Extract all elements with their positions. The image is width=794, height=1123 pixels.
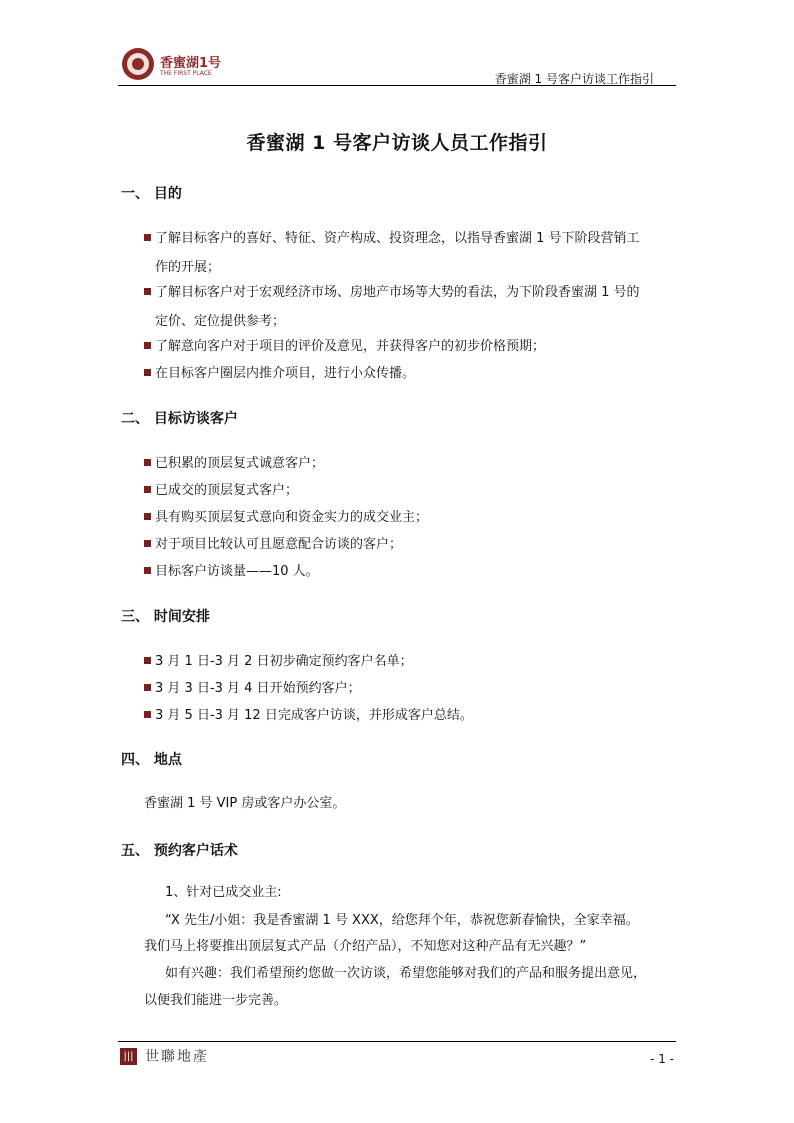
- section-heading-schedule: 三、 时间安排: [121, 609, 210, 625]
- section-heading-script: 五、 预约客户话术: [121, 843, 238, 859]
- list-item: 了解目标客户的喜好、特征、资产构成、投资理念，以指导香蜜湖 1 号下阶段营销工: [144, 229, 684, 249]
- section-heading-target-clients: 二、 目标访谈客户: [121, 411, 238, 427]
- section-heading-location: 四、 地点: [121, 752, 182, 768]
- paragraph: 以便我们能进一步完善。: [144, 993, 288, 1008]
- list-item: 了解意向客户对于项目的评价及意见，并获得客户的初步价格预期；: [144, 337, 684, 357]
- list-item: 3 月 3 日-3 月 4 日开始预约客户；: [144, 679, 684, 699]
- bullet-square-icon: [144, 711, 151, 718]
- company-name: 世聯地產: [145, 1049, 209, 1065]
- bullet-square-icon: [144, 540, 151, 547]
- list-item: 在目标客户圈层内推介项目，进行小众传播。: [144, 364, 684, 384]
- page-number: - 1 -: [650, 1052, 674, 1066]
- bullet-square-icon: [144, 486, 151, 493]
- list-item: 已积累的顶层复式诚意客户；: [144, 454, 684, 474]
- footer-divider: [118, 1041, 676, 1042]
- list-item: 对于项目比较认可且愿意配合访谈的客户；: [144, 535, 684, 555]
- bullet-square-icon: [144, 567, 151, 574]
- logo: [120, 46, 230, 82]
- section-heading-purpose: 一、 目的: [121, 186, 182, 202]
- logo-text: 香蜜湖1号: [160, 56, 222, 71]
- bullet-square-icon: [144, 234, 151, 241]
- list-item: 具有购买顶层复式意向和资金实力的成交业主；: [144, 508, 684, 528]
- list-item: 目标客户访谈量——10 人。: [144, 562, 684, 582]
- location-text: 香蜜湖 1 号 VIP 房或客户办公室。: [144, 796, 346, 811]
- company-logo-icon: |||: [120, 1048, 137, 1065]
- bullet-square-icon: [144, 657, 151, 664]
- list-item: 3 月 5 日-3 月 12 日完成客户访谈，并形成客户总结。: [144, 706, 684, 726]
- list-item: 了解目标客户对于宏观经济市场、房地产市场等大势的看法，为下阶段香蜜湖 1 号的: [144, 283, 684, 303]
- list-item-continuation: 作的开展；: [155, 260, 221, 275]
- bullet-square-icon: [144, 288, 151, 295]
- footer-logo: [120, 1046, 209, 1066]
- list-item-continuation: 定价、定位提供参考；: [155, 314, 286, 329]
- subheading: 1、针对已成交业主:: [165, 885, 282, 900]
- bullet-square-icon: [144, 459, 151, 466]
- bullet-square-icon: [144, 342, 151, 349]
- paragraph: “X 先生/小姐：我是香蜜湖 1 号 XXX，给您拜个年，恭祝您新春愉快，全家幸福。: [165, 913, 639, 928]
- bullet-square-icon: [144, 684, 151, 691]
- paragraph: 我们马上将要推出顶层复式产品（介绍产品），不知您对这种产品有无兴趣？”: [144, 939, 587, 954]
- header-title: 香蜜湖 1 号客户访谈工作指引: [494, 72, 654, 86]
- paragraph: 如有兴趣：我们希望预约您做一次访谈，希望您能够对我们的产品和服务提出意见，: [165, 966, 647, 981]
- bullet-square-icon: [144, 513, 151, 520]
- document-title: 香蜜湖 1 号客户访谈人员工作指引: [246, 132, 548, 154]
- list-item: 3 月 1 日-3 月 2 日初步确定预约客户名单；: [144, 652, 684, 672]
- list-item: 已成交的顶层复式客户；: [144, 481, 684, 501]
- header-divider: [118, 85, 676, 86]
- logo-subtext: THE FIRST PLACE: [160, 70, 212, 77]
- bullet-square-icon: [144, 369, 151, 376]
